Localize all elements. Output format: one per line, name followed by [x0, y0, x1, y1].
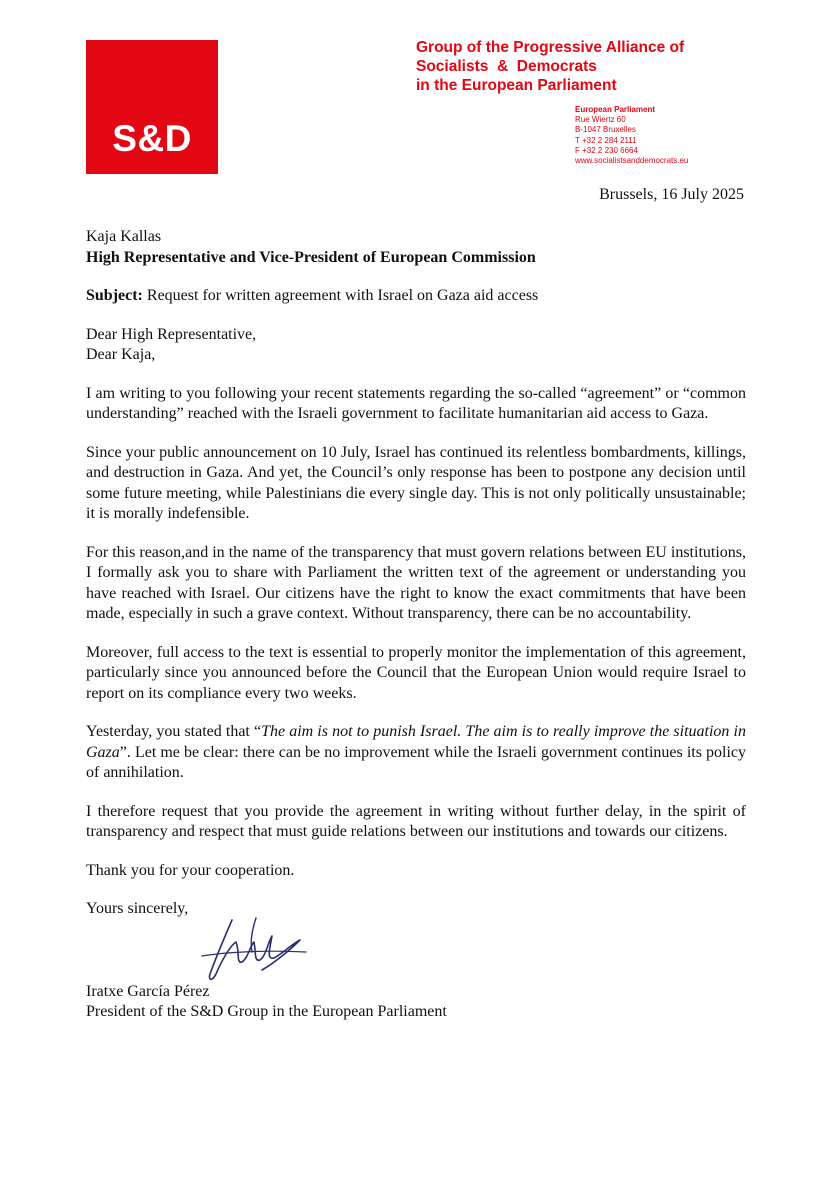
paragraph-5 [86, 722, 746, 784]
group-name-line-3: in the European Parliament [416, 77, 617, 94]
paragraph-6: I therefore request that you provide the agreement in writing without further delay, in the spirit of transparency and respect that must guide relations between our institutions and towards our citizens. [86, 802, 746, 840]
subject-line [86, 286, 746, 307]
paragraph-4: Moreover, full access to the text is essential to properly monitor the implementation of this agreement, particularly since you announced before the Council that the European Union would require Israel to report on its compliance every two weeks. [86, 643, 746, 702]
group-name-line-1: Group of the Progressive Alliance of [416, 39, 685, 56]
salutation-line-2: Dear Kaja, [86, 346, 156, 363]
letter-body [86, 227, 746, 1023]
address-fax: F +32 2 230 6664 [575, 145, 638, 155]
recipient-title: High Representative and Vice-President of European Commission [86, 248, 536, 266]
group-name [416, 38, 684, 95]
letter-date: Brussels, 16 July 2025 [599, 186, 744, 203]
signoff-line: Yours sincerely, [86, 900, 189, 917]
signer-block [86, 982, 746, 1023]
subject-label: Subject: [86, 287, 143, 304]
logo-text: S&D [112, 118, 192, 159]
paragraph-5-outro: ”. Let me be clear: there can be no improvement while the Israeli government continues its policy of annihilation. [86, 743, 746, 781]
handwritten-signature [196, 912, 316, 990]
paragraph-2: Since your public announcement on 10 July, Israel has continued its relentless bombardments, killings, and destruction in Gaza. And yet, the Council’s only response has been to postpone any decision until some future meeting, while Palestinians die every single day. This is not only politically unsustainable; it is morally indefensible. [86, 443, 746, 522]
group-name-line-2: Socialists & Democrats [416, 58, 597, 75]
signer-name: Iratxe García Pérez [86, 982, 210, 1000]
address-website: www.socialistsanddemocrats.eu [575, 156, 689, 166]
salutation-line-1: Dear High Representative, [86, 325, 257, 343]
paragraph-3: For this reason,and in the name of the transparency that must govern relations between EU institutions, I formally ask you to share with Parliament the written text of the agreement or understanding you have reached with Israel. Our citizens have the right to know the exact commitments that have been made, especially in such a grave context. Without transparency, there can be no accountability. [86, 543, 746, 622]
address-title: European Parliament [575, 105, 656, 114]
signer-title: President of the S&D Group in the European Parliament [86, 1003, 447, 1020]
sd-logo [86, 40, 218, 174]
paragraph-1: I am writing to you following your recent statements regarding the so-called “agreement” or “common understanding” reached with the Israeli government to facilitate humanitarian aid access to Gaza. [86, 384, 746, 422]
address-block [575, 105, 688, 166]
paragraph-5-intro: Yesterday, you stated that “ [86, 723, 262, 740]
closing-line: Thank you for your cooperation. [86, 861, 295, 879]
address-street: Rue Wiertz 60 [575, 115, 626, 125]
address-city: B-1047 Bruxelles [575, 125, 636, 135]
address-phone: T +32 2 284 2111 [575, 135, 637, 145]
recipient-name: Kaja Kallas [86, 228, 162, 245]
paragraph-5-quote: The aim is not to punish Israel. The aim is to really improve the situation in Gaza [86, 723, 746, 761]
subject-text: Request for written agreement with Israel on Gaza aid access [142, 287, 539, 304]
